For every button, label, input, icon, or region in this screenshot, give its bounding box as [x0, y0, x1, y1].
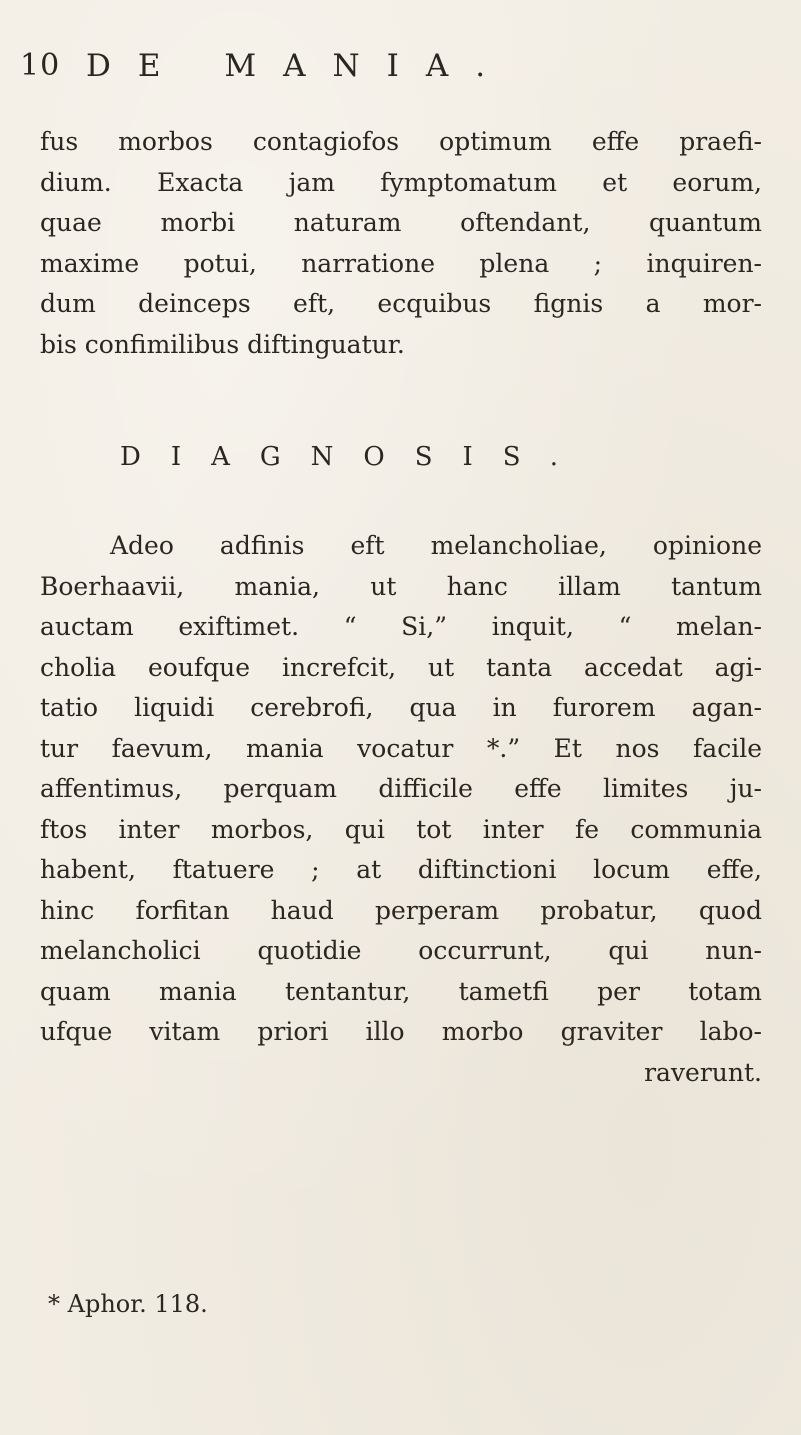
text-line: bis confimilibus diftinguatur. [40, 329, 405, 359]
text-line: quam mania tentantur, tametfi per totam [40, 976, 762, 1006]
text-line: cholia eoufque increfcit, ut tanta accedat agi- [40, 652, 762, 682]
text-line: habent, ftatuere ; at diftinctioni locum effe, [40, 855, 762, 884]
running-head [0, 48, 801, 98]
text-line: ufque vitam priori illo morbo graviter labo- [40, 1017, 762, 1046]
text-line: hinc forfitan haud perperam probatur, quod [40, 895, 762, 925]
text-line: tur faevum, mania vocatur *.” Et nos facile [40, 733, 762, 763]
text-line: Adeo adfinis eft melancholiae, opinione [110, 531, 762, 560]
text-line: fus morbos contagiofos optimum effe praefi- [40, 127, 762, 156]
text-line: melancholici quotidie occurrunt, qui nun- [40, 936, 762, 965]
text-line: Boerhaavii, mania, ut hanc illam tantum [40, 571, 762, 601]
text-line: ftos inter morbos, qui tot inter fe communia [40, 814, 762, 844]
text-line: dum deinceps eft, ecquibus fignis a mor- [40, 289, 762, 318]
text-line: auctam exiftimet. “ Si,” inquit, “ melan- [40, 612, 762, 641]
text-line: quae morbi naturam oftendant, quantum [40, 208, 762, 237]
page-number: 10 [20, 48, 61, 83]
text-line: maxime potui, narratione plena ; inquiren- [40, 248, 762, 278]
text-line: affentimus, perquam difficile effe limites ju- [40, 774, 762, 803]
paragraph-1 [40, 122, 762, 365]
text-line: raverunt. [644, 1057, 762, 1087]
text-line: dium. Exacta jam fymptomatum et eorum, [40, 167, 762, 197]
text-line: tatio liquidi cerebrofi, qua in furorem agan- [40, 693, 762, 722]
running-title: DE MANIA. [86, 48, 513, 84]
footnote: * Aphor. 118. [48, 1290, 208, 1318]
paragraph-2 [40, 526, 762, 1093]
section-heading: DIAGNOSIS. [120, 442, 588, 472]
